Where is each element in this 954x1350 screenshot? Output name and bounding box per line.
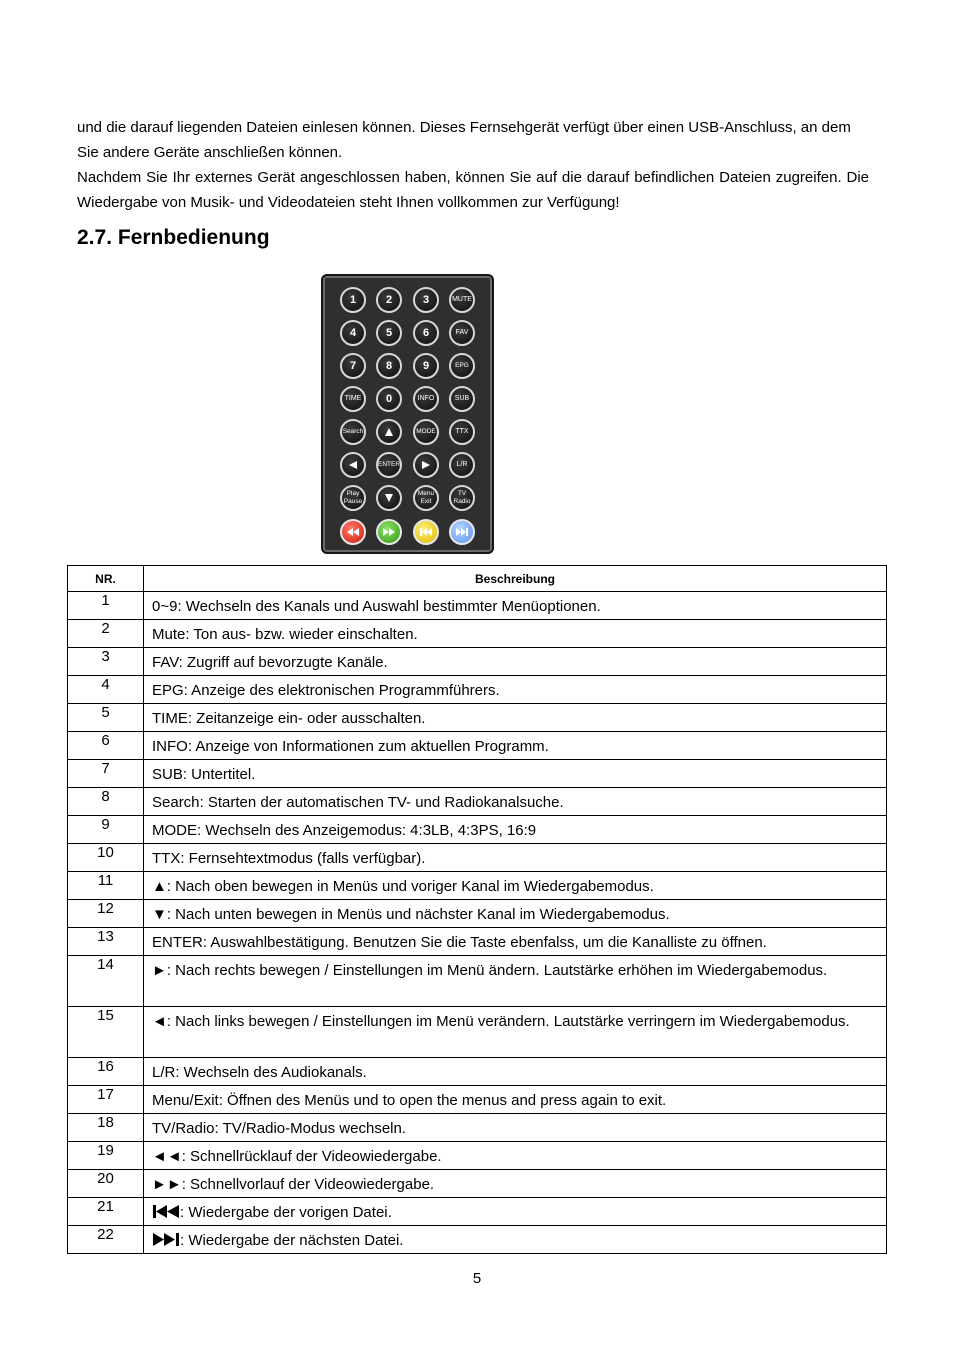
row-number: 15	[68, 1007, 144, 1058]
skip-previous-icon	[419, 527, 433, 537]
button-menu-exit: Menu Exit	[413, 485, 439, 511]
table-row	[68, 732, 887, 760]
button-fav: FAV	[449, 320, 475, 346]
table-row	[68, 1226, 887, 1254]
button-forward	[376, 519, 402, 545]
page-number: 5	[472, 1270, 482, 1287]
button-next	[449, 519, 475, 545]
table-row	[68, 620, 887, 648]
row-number: 17	[68, 1086, 144, 1114]
header-description: Beschreibung	[144, 566, 887, 592]
row-description: ►: Nach rechts bewegen / Einstellungen im Menü ändern. Lautstärke erhöhen im Wiedergabemodus.	[144, 956, 887, 1007]
table-row	[68, 872, 887, 900]
row-number: 20	[68, 1170, 144, 1198]
skip-previous-icon	[152, 1204, 180, 1221]
table-row	[68, 1114, 887, 1142]
button-info: INFO	[413, 386, 439, 412]
table-row	[68, 844, 887, 872]
row-number: 7	[68, 760, 144, 788]
button-epg: EPG	[449, 353, 475, 379]
table-header-row	[68, 566, 887, 592]
fast-forward-icon	[382, 527, 396, 537]
table-row	[68, 1142, 887, 1170]
triangle-up-icon	[384, 427, 394, 437]
row-number: 14	[68, 956, 144, 1007]
header-nr: NR.	[68, 566, 144, 592]
button-play-pause: Play Pause	[340, 485, 366, 511]
button-mute: MUTE	[449, 287, 475, 313]
button-right	[413, 452, 439, 478]
button-enter: ENTER	[376, 452, 402, 478]
table-row	[68, 704, 887, 732]
remote-button-table	[67, 565, 887, 1254]
button-3: 3	[413, 287, 439, 313]
table-row	[68, 816, 887, 844]
row-description: TV/Radio: TV/Radio-Modus wechseln.	[144, 1114, 887, 1142]
button-rewind	[340, 519, 366, 545]
table-row	[68, 648, 887, 676]
row-description: FAV: Zugriff auf bevorzugte Kanäle.	[144, 648, 887, 676]
row-number: 6	[68, 732, 144, 760]
intro-paragraph-2: Nachdem Sie Ihr externes Gerät angeschlossen haben, können Sie auf die darauf befindlichen Dateien zugreifen. Die Wiedergabe von Musik- und Videodateien steht Ihnen vollkommen zur Verfügung!	[77, 169, 869, 211]
table-row	[68, 956, 887, 1007]
button-5: 5	[376, 320, 402, 346]
row-description: TIME: Zeitanzeige ein- oder ausschalten.	[144, 704, 887, 732]
row-description: INFO: Anzeige von Informationen zum aktuellen Programm.	[144, 732, 887, 760]
row-number: 21	[68, 1198, 144, 1226]
row-number: 5	[68, 704, 144, 732]
row-description: ENTER: Auswahlbestätigung. Benutzen Sie die Taste ebenfalss, um die Kanalliste zu öffnen.	[144, 928, 887, 956]
row-description: Menu/Exit: Öffnen des Menüs und to open the menus and press again to exit.	[144, 1086, 887, 1114]
row-description: ▼: Nach unten bewegen in Menüs und nächster Kanal im Wiedergabemodus.	[144, 900, 887, 928]
triangle-left-icon	[348, 460, 358, 470]
row-number: 2	[68, 620, 144, 648]
remote-control-image	[321, 274, 494, 554]
triangle-down-icon	[384, 493, 394, 503]
table-row	[68, 1086, 887, 1114]
button-8: 8	[376, 353, 402, 379]
row-number: 19	[68, 1142, 144, 1170]
rewind-icon	[346, 527, 360, 537]
button-tv-radio: TV Radio	[449, 485, 475, 511]
button-4: 4	[340, 320, 366, 346]
row-description: L/R: Wechseln des Audiokanals.	[144, 1058, 887, 1086]
row-description: ▲: Nach oben bewegen in Menüs und voriger Kanal im Wiedergabemodus.	[144, 872, 887, 900]
table-row	[68, 1198, 887, 1226]
row-description: ◄: Nach links bewegen / Einstellungen im Menü verändern. Lautstärke verringern im Wiedergabemodus.	[144, 1007, 887, 1058]
row-number: 4	[68, 676, 144, 704]
table-row	[68, 1170, 887, 1198]
skip-next-icon	[455, 527, 469, 537]
row-number: 13	[68, 928, 144, 956]
section-heading: 2.7. Fernbedienung	[77, 226, 270, 249]
button-7: 7	[340, 353, 366, 379]
row-number: 8	[68, 788, 144, 816]
button-search: Search	[340, 419, 366, 445]
intro-paragraph-1: und die darauf liegenden Dateien einlesen können. Dieses Fernsehgerät verfügt über einen USB-Anschluss, an dem Sie andere Geräte anschließen können.	[77, 119, 851, 161]
row-description: ◄◄: Schnellrücklauf der Videowiedergabe.	[144, 1142, 887, 1170]
table-row	[68, 900, 887, 928]
button-mode: MODE	[413, 419, 439, 445]
row-number: 10	[68, 844, 144, 872]
row-description-text: : Wiedergabe der nächsten Datei.	[180, 1232, 404, 1249]
table-row	[68, 788, 887, 816]
row-description: Mute: Ton aus- bzw. wieder einschalten.	[144, 620, 887, 648]
row-number: 1	[68, 592, 144, 620]
row-description	[144, 1198, 887, 1226]
table-row	[68, 676, 887, 704]
row-number: 18	[68, 1114, 144, 1142]
button-sub: SUB	[449, 386, 475, 412]
row-description: SUB: Untertitel.	[144, 760, 887, 788]
button-prev	[413, 519, 439, 545]
row-description-text: : Wiedergabe der vorigen Datei.	[180, 1204, 392, 1221]
row-description: MODE: Wechseln des Anzeigemodus: 4:3LB, 4:3PS, 16:9	[144, 816, 887, 844]
row-number: 3	[68, 648, 144, 676]
button-time: TIME	[340, 386, 366, 412]
row-description: EPG: Anzeige des elektronischen Programmführers.	[144, 676, 887, 704]
button-0: 0	[376, 386, 402, 412]
row-description: ►►: Schnellvorlauf der Videowiedergabe.	[144, 1170, 887, 1198]
row-description: 0~9: Wechseln des Kanals und Auswahl bestimmter Menüoptionen.	[144, 592, 887, 620]
row-number: 22	[68, 1226, 144, 1254]
button-6: 6	[413, 320, 439, 346]
button-lr: L/R	[449, 452, 475, 478]
row-number: 9	[68, 816, 144, 844]
table-row	[68, 1058, 887, 1086]
button-left	[340, 452, 366, 478]
row-description: TTX: Fernsehtextmodus (falls verfügbar).	[144, 844, 887, 872]
triangle-right-icon	[421, 460, 431, 470]
button-up	[376, 419, 402, 445]
table-row	[68, 1007, 887, 1058]
row-description	[144, 1226, 887, 1254]
button-2: 2	[376, 287, 402, 313]
table-row	[68, 928, 887, 956]
table-row	[68, 592, 887, 620]
row-number: 11	[68, 872, 144, 900]
skip-next-icon	[152, 1232, 180, 1249]
button-ttx: TTX	[449, 419, 475, 445]
button-9: 9	[413, 353, 439, 379]
row-number: 12	[68, 900, 144, 928]
button-down	[376, 485, 402, 511]
button-1: 1	[340, 287, 366, 313]
row-description: Search: Starten der automatischen TV- und Radiokanalsuche.	[144, 788, 887, 816]
row-number: 16	[68, 1058, 144, 1086]
table-row	[68, 760, 887, 788]
